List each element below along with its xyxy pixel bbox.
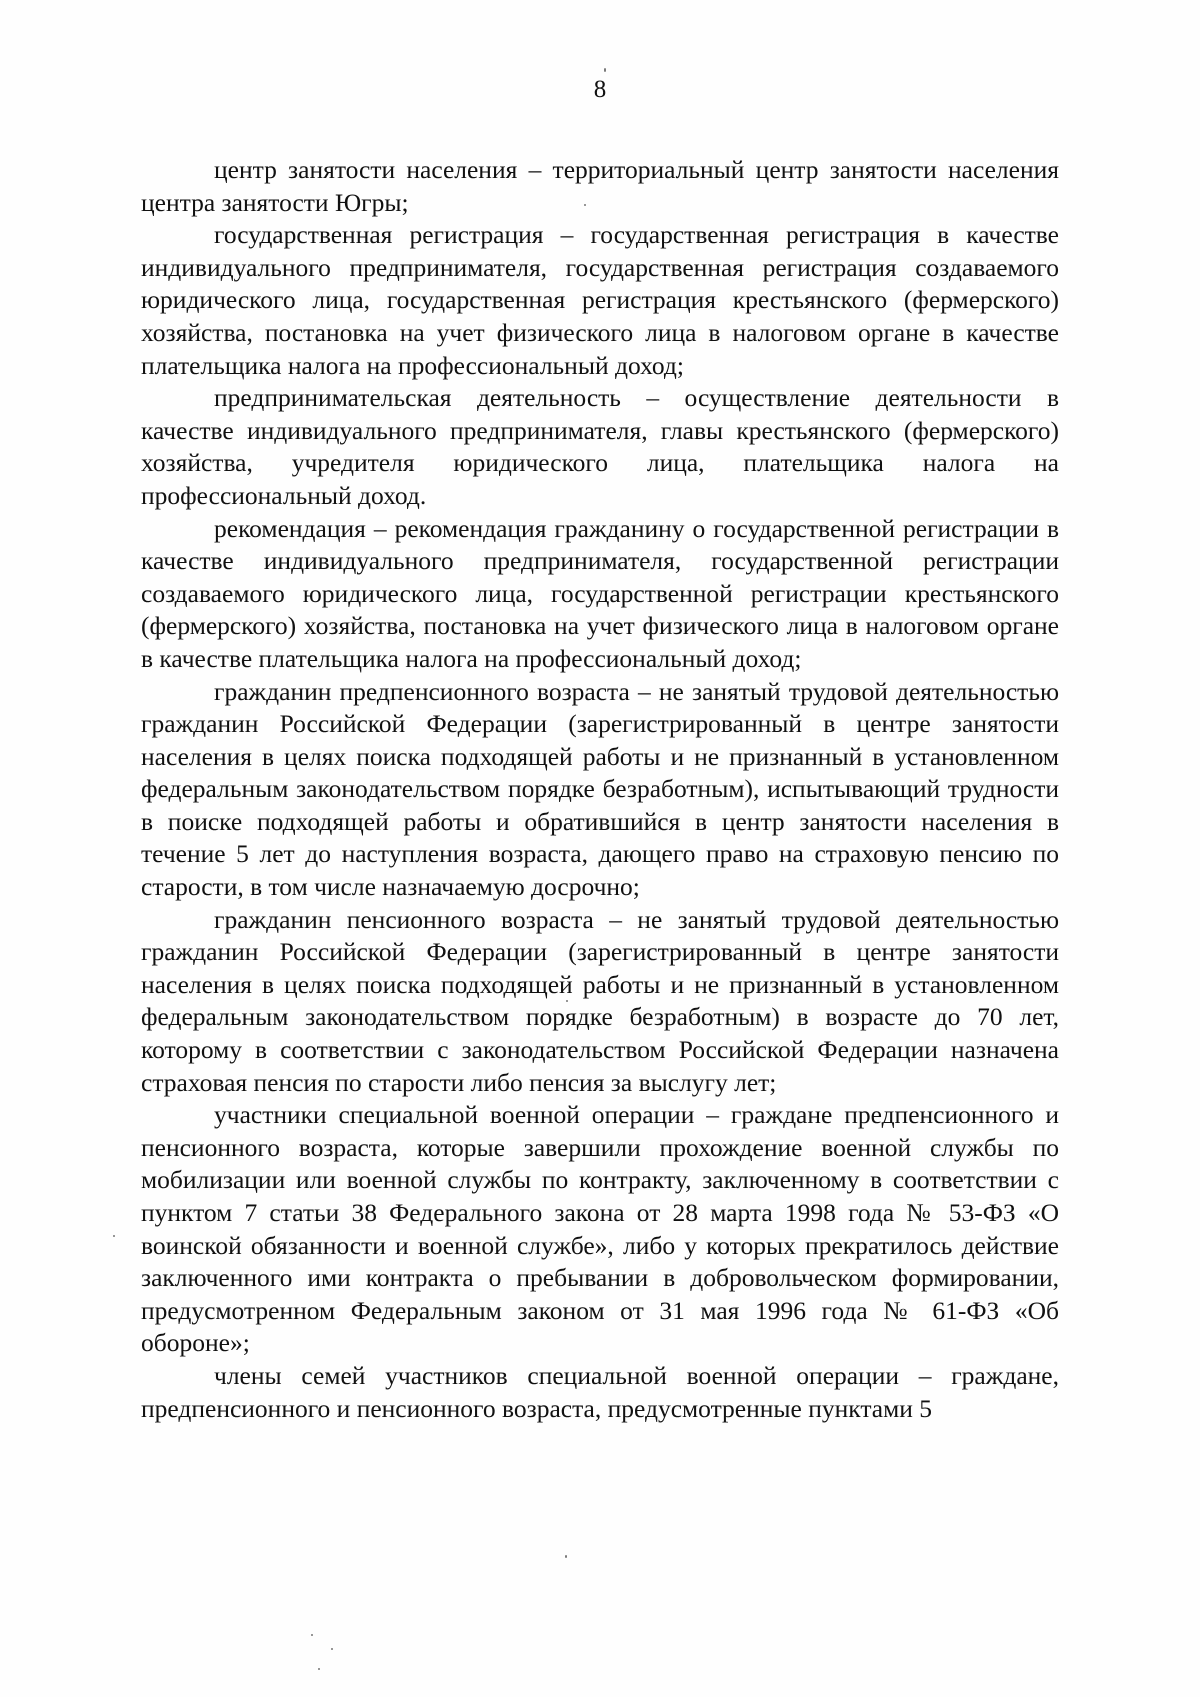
definition-employment-center: центр занятости населения – территориальный центр занятости населения центра занятости Югры; (141, 155, 1059, 217)
definition-retirement-citizen: гражданин пенсионного возраста – не занятый трудовой деятельностью гражданин Российской Федерации (зарегистрированный в центре занятости населения в целях поиска подходящей работы и не признанный в установленном федеральным законодательством порядке безработным) в возрасте до 70 лет, которому в соответствии с законодательством Российской Федерации назначена страховая пенсия по старости либо пенсия за выслугу лет; (141, 904, 1059, 1097)
scan-speck (566, 1000, 568, 1002)
scan-speck (311, 1634, 313, 1636)
scan-speck (113, 1235, 115, 1237)
definition-recommendation: рекомендация – рекомендация гражданину о государственной регистрации в качестве индивидуального предпринимателя, государственной регистрации создаваемого юридического лица, государственной регистрации крестьянского (фермерского) хозяйства, постановка на учет физического лица в налоговом органе в качестве плательщика налога на профессиональный доход; (141, 513, 1059, 673)
definition-business-activity: предпринимательская деятельность – осуществление деятельности в качестве индивидуального предпринимателя, главы крестьянского (фермерского) хозяйства, учредителя юридического лица, плательщика налога на профессиональный доход. (141, 383, 1059, 510)
scan-speck (604, 68, 606, 72)
scan-speck (565, 1555, 567, 1558)
definition-pre-retirement-citizen: гражданин предпенсионного возраста – не занятый трудовой деятельностью гражданин Российской Федерации (зарегистрированный в центре занятости населения в целях поиска подходящей работы и не признанный в установленном федеральным законодательством порядке безработным), испытывающий трудности в поиске подходящей работы и обратившийся в центр занятости населения в течение 5 лет до наступления возраста, дающего право на страховую пенсию по старости, в том числе назначаемую досрочно; (141, 676, 1059, 902)
definition-svo-family-members: члены семей участников специальной военной операции – граждане, предпенсионного и пенсионного возраста, предусмотренные пунктами 5 (141, 1360, 1059, 1423)
scan-speck (318, 1668, 320, 1670)
scan-speck (584, 204, 586, 206)
document-body (141, 154, 1059, 1425)
page-number: 8 (593, 76, 607, 103)
definition-state-registration: государственная регистрация – государственная регистрация в качестве индивидуального предпринимателя, государственная регистрация создаваемого юридического лица, государственная регистрация крестьянского (фермерского) хозяйства, постановка на учет физического лица в налоговом органе в качестве плательщика налога на профессиональный доход; (141, 220, 1059, 380)
scan-speck (331, 1648, 333, 1650)
definition-svo-participants: участники специальной военной операции – граждане предпенсионного и пенсионного возраста, которые завершили прохождение военной службы по мобилизации или военной службы по контракту, заключенному в соответствии с пунктом 7 статьи 38 Федерального закона от 28 марта 1998 года № 53-ФЗ «О воинской обязанности и военной службе», либо у которых прекратилось действие заключенного ими контракта о пребывании в добровольческом формировании, предусмотренном Федеральным законом от 31 мая 1996 года № 61-ФЗ «Об обороне»; (141, 1100, 1059, 1358)
